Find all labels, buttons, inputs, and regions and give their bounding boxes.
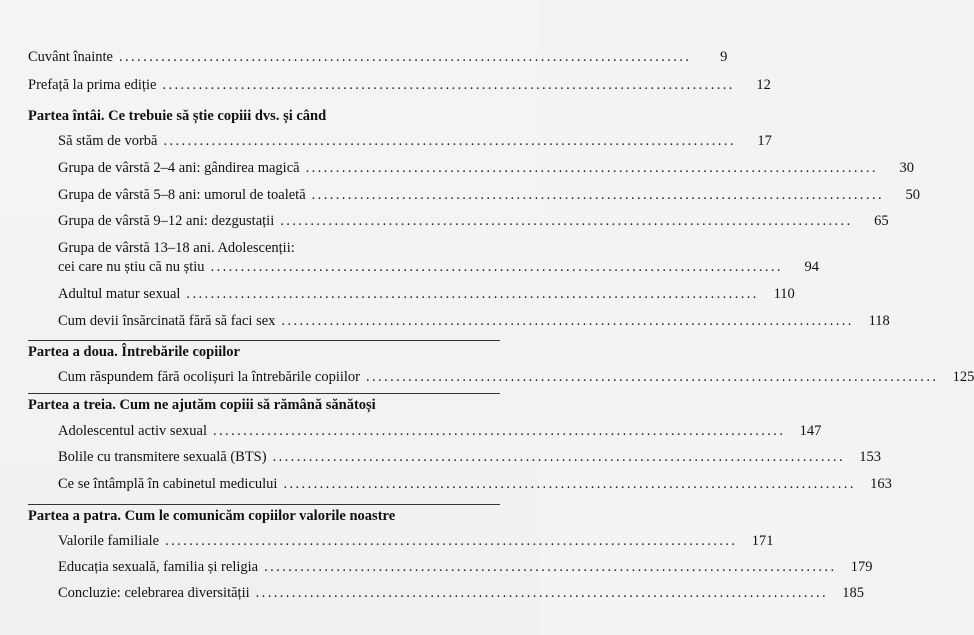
toc-entry (58, 420, 822, 440)
dot-leader: ............................................................................................... (165, 533, 738, 549)
dot-leader: ............................................................................................... (280, 213, 853, 229)
toc-entry-label: Prefață la prima ediție (28, 77, 157, 93)
toc-entry (58, 256, 819, 276)
toc-entry (58, 530, 774, 550)
toc-entry-label: Grupa de vârstă 2–4 ani: gândirea magică (58, 160, 300, 176)
toc-entry-page: 179 (850, 559, 873, 575)
toc-entry (58, 157, 914, 177)
toc-entry-page: 17 (757, 133, 772, 149)
toc-entry (58, 283, 795, 303)
dot-leader: ............................................................................................... (255, 585, 829, 601)
toc-entry-page: 163 (870, 476, 892, 492)
toc-entry-label: Valorile familiale (58, 533, 160, 549)
part-heading: Partea întâi. Ce trebuie să știe copiii dvs. și când (28, 108, 327, 124)
dot-leader: ............................................................................................... (311, 187, 885, 203)
toc-entry-label-continued: cei care nu știu că nu știu (58, 259, 205, 275)
toc-entry-label: Să stăm de vorbă (58, 133, 158, 149)
toc-entry-label: Adultul matur sexual (58, 286, 181, 302)
toc-entry-label: Cum devii însărcinată fără să faci sex (58, 313, 276, 329)
divider (28, 393, 500, 394)
toc-entry-page: 110 (773, 286, 795, 302)
toc-entry (58, 310, 890, 330)
dot-leader: ............................................................................................... (281, 313, 854, 329)
toc-entry (58, 473, 892, 493)
toc-entry-page: 12 (756, 77, 771, 93)
toc-entry-page: 185 (842, 585, 865, 601)
toc-entry-label: Grupa de vârstă 5–8 ani: umorul de toaletă (58, 187, 306, 203)
part-heading: Partea a treia. Cum ne ajutăm copiii să rămână sănătoși (28, 397, 376, 413)
toc-entry-label: Bolile cu transmitere sexuală (BTS) (58, 449, 267, 465)
toc-entry (58, 556, 873, 576)
dot-leader: ............................................................................................... (210, 259, 783, 275)
dot-leader: ............................................................................................... (163, 133, 736, 149)
dot-leader: ............................................................................................... (162, 77, 735, 93)
dot-leader: ............................................................................................... (118, 49, 692, 65)
toc-entry (28, 46, 728, 66)
dot-leader: ............................................................................................... (283, 476, 856, 492)
dot-leader: ............................................................................................... (186, 286, 759, 302)
toc-entry (58, 130, 772, 150)
dot-leader: ............................................................................................... (212, 423, 786, 439)
toc-entry-page: 171 (751, 533, 774, 549)
toc-entry-label: Adolescentul activ sexual (58, 423, 207, 439)
toc-entry-page: 125 (952, 369, 974, 385)
toc-entry-label: Cuvânt înainte (28, 49, 113, 65)
divider (28, 340, 500, 341)
part-heading: Partea a doua. Întrebările copiilor (28, 344, 240, 360)
toc-entry-label: Cum răspundem fără ocolișuri la întrebările copiilor (58, 369, 360, 385)
dot-leader: ............................................................................................... (366, 369, 939, 385)
toc-entry-label: Grupa de vârstă 13–18 ani. Adolescenții: (58, 240, 295, 256)
toc-entry-page: 65 (874, 213, 889, 229)
toc-entry (58, 210, 889, 230)
dot-leader: ............................................................................................... (272, 449, 845, 465)
dot-leader: ............................................................................................... (305, 160, 878, 176)
toc-entry-label: Grupa de vârstă 9–12 ani: dezgustații (58, 213, 275, 229)
toc-entry-page: 30 (899, 160, 914, 176)
toc-entry (58, 446, 881, 466)
divider (28, 504, 500, 505)
toc-entry (28, 74, 771, 94)
toc-entry-label: Ce se întâmplă în cabinetul medicului (58, 476, 278, 492)
toc-entry-page: 50 (905, 187, 921, 203)
toc-entry-page: 9 (720, 49, 728, 65)
toc-entry-label: Concluzie: celebrarea diversității (58, 585, 250, 601)
toc-entry-page: 94 (804, 259, 819, 275)
toc-entry (58, 184, 921, 204)
toc-entry-page: 153 (859, 449, 881, 465)
dot-leader: ............................................................................................... (264, 559, 837, 575)
toc-entry-label: Educația sexuală, familia și religia (58, 559, 259, 575)
toc-entry-page: 147 (799, 423, 822, 439)
part-heading: Partea a patra. Cum le comunicăm copiilor valorile noastre (28, 508, 396, 524)
toc-entry (58, 582, 865, 602)
toc-entry-page: 118 (868, 313, 890, 329)
toc-entry (58, 366, 974, 386)
